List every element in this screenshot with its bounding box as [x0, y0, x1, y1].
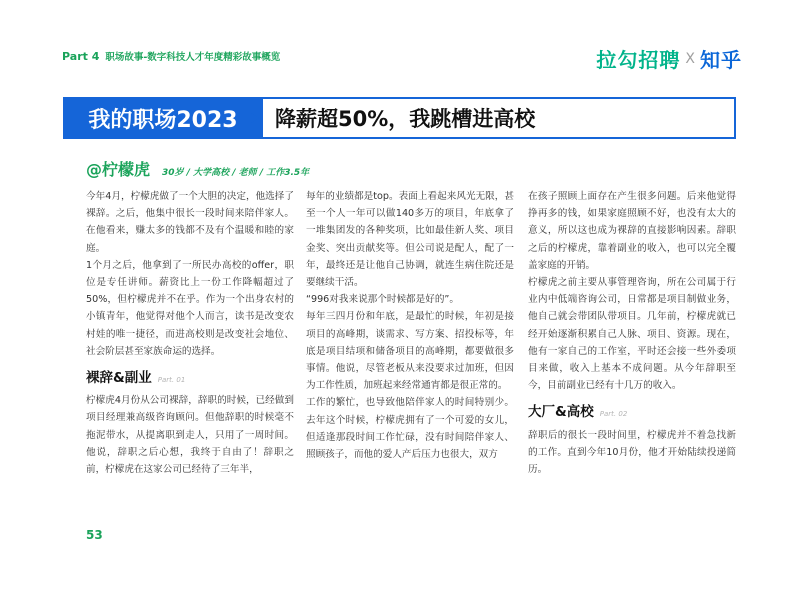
story-title-banner [63, 97, 736, 139]
subheading-part-number: Part. 02 [599, 410, 628, 419]
person-profile [86, 157, 309, 180]
paragraph: 今年4月，柠檬虎做了一个大胆的决定，他选择了裸辞。之后，他集中很长一段时间来陪伴家人。在他看来，赚太多的钱都不及有个温暖和睦的家庭。 [86, 191, 294, 254]
paragraph: 辞职后的很长一段时间里，柠檬虎并不着急找新的工作。直到今年10月份，他才开始陆续投递简历。 [528, 429, 736, 476]
brand-logos [596, 44, 742, 73]
subheading-text: 大厂&高校 [528, 404, 594, 421]
text-column-1 [86, 188, 294, 478]
subheading-text: 裸辞&副业 [86, 370, 152, 387]
logo-separator: X [685, 50, 695, 67]
story-label-text: 我的职场2023 [88, 107, 238, 133]
paragraph: 柠檬虎之前主要从事管理咨询，所在公司属于行业内中低端咨询公司，日常都是项目制做业务，他自己就会带团队带项目。几年前，柠檬虎就已经开始逐渐积累自己人脉、项目、资源。现在，他有一家自己的工作室，平时还会接一些外委项目来做，收入上基本不成问题。从今年辞职至今，目前副业已经有十几万的收入。 [528, 277, 736, 392]
subheading-part-number: Part. 01 [157, 376, 186, 385]
paragraph: 1个月之后，他拿到了一所民办高校的offer，职位是专任讲师。薪资比上一份工作降幅超过了50%，但柠檬虎并不在乎。作为一个出身农村的小镇青年，他觉得对他个人而言，读书是改变农村娃的唯一捷径，而进高校则是改变社会地位、社会阶层甚至家族命运的选择。 [86, 259, 294, 357]
lagou-logo: 拉勾招聘 [596, 48, 681, 72]
story-headline [259, 97, 736, 139]
person-meta: 30岁 / 大学高校 / 老师 / 工作3.5年 [162, 168, 310, 178]
paragraph: 工作的繁忙，也导致他陪伴家人的时间特别少。去年这个时候，柠檬虎拥有了一个可爱的女儿，但适逢那段时间工作忙碌，没有时间陪伴家人、照顾孩子，而他的爱人产后压力也很大，双方 [306, 397, 514, 461]
story-label [63, 97, 263, 139]
paragraph: 每年的业绩都是top。表面上看起来风光无限，甚至一个人一年可以做140多万的项目，年底拿了一堆集团发的各种奖项，比如最佳新人奖、项目金奖、突出贡献奖等。但公司说是配人，配了一年，最终还是让他自己协调，就连生病住院还是要继续干活。 [306, 191, 514, 289]
text-column-3 [528, 188, 736, 478]
paragraph: “996对我来说那个时候都是好的”。 [306, 294, 459, 306]
page-number: 53 [86, 528, 103, 542]
paragraph: 柠檬虎4月份从公司裸辞，辞职的时候，已经做到项目经理兼高级咨询顾问。但他辞职的时候毫不拖泥带水，从提离职到走人，只用了一周时间。他说，辞职之后心想，我终于自由了！辞职之前，柠檬虎在这家公司已经待了三年半， [86, 395, 294, 476]
subheading-part-2 [528, 404, 736, 423]
subheading-part-1 [86, 370, 294, 389]
header-part-label [62, 49, 280, 63]
paragraph: 每年三四月份和年底，是最忙的时候，年初是接项目的高峰期，谈需求、写方案、招投标等，年底是项目结项和储备项目的高峰期，都要做很多事情。他说，尽管老板从来没要求过加班，但因为工作性质，加班起来经常通宵都是很正常的。 [306, 311, 514, 392]
person-name: @柠檬虎 [86, 160, 151, 179]
story-headline-text: 降薪超50%，我跳槽进高校 [275, 107, 536, 131]
text-column-2 [306, 188, 514, 463]
part-number: Part 4 [62, 50, 100, 63]
title-arrow-icon [251, 113, 259, 123]
section-title: 职场故事-数字科技人才年度精彩故事概览 [105, 52, 281, 63]
zhihu-logo: 知乎 [700, 48, 742, 72]
page-header [62, 40, 742, 80]
paragraph: 在孩子照顾上面存在产生很多问题。后来他觉得挣再多的钱，如果家庭照顾不好，也没有太大的意义，所以这也成为裸辞的直接影响因素。辞职之后的柠檬虎，靠着副业的收入，也可以完全覆盖家庭的开销。 [528, 191, 736, 271]
